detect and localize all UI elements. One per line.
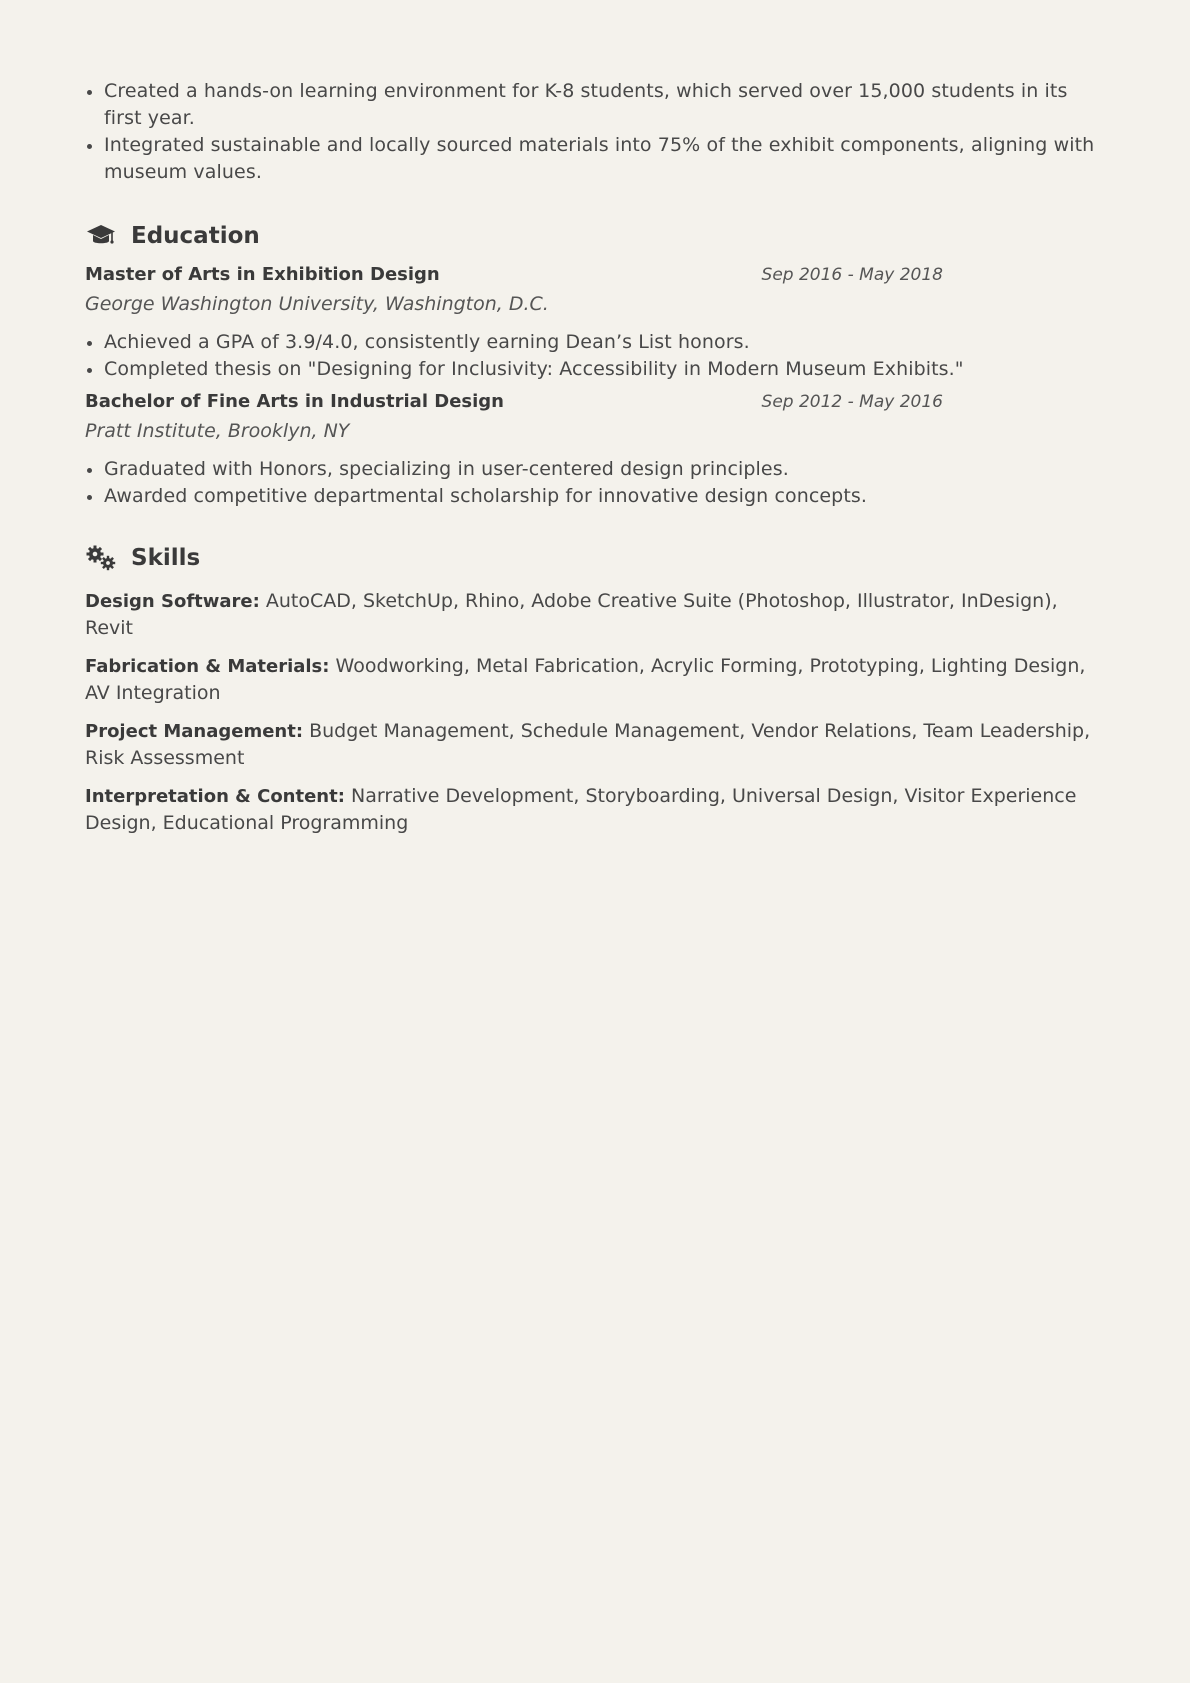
skill-label: Project Management: — [85, 721, 304, 742]
skill-value: Budget Management, Schedule Management, Vendor Relations, Team Leadership, Risk Assessment — [85, 720, 1091, 769]
education-entry — [85, 264, 1105, 383]
education-entry — [85, 391, 1105, 510]
school-name: Pratt Institute, Brooklyn, NY — [85, 420, 350, 442]
gears-icon — [85, 544, 117, 572]
experience-bullet-list — [85, 78, 1105, 186]
skill-label: Design Software: — [85, 591, 260, 612]
skill-row — [85, 783, 1105, 837]
skill-value: Narrative Development, Storyboarding, Universal Design, Visitor Experience Design, Educational Programming — [85, 785, 1077, 834]
list-item: Integrated sustainable and locally sourced materials into 75% of the exhibit components, aligning with museum values. — [85, 132, 1105, 186]
list-item: Awarded competitive departmental scholarship for innovative design concepts. — [85, 483, 1105, 510]
education-bullet-list — [85, 329, 1105, 383]
skill-row — [85, 718, 1105, 772]
skill-value: Woodworking, Metal Fabrication, Acrylic Forming, Prototyping, Lighting Design, AV Integration — [85, 655, 1086, 704]
entry-dates: Sep 2012 - May 2016 — [761, 392, 943, 412]
graduation-cap-icon — [85, 222, 117, 250]
list-item: Completed thesis on "Designing for Inclusivity: Accessibility in Modern Museum Exhibits." — [85, 356, 1105, 383]
entry-dates: Sep 2016 - May 2018 — [761, 265, 943, 285]
degree-title: Master of Arts in Exhibition Design — [85, 264, 440, 285]
list-item: Graduated with Honors, specializing in user-centered design principles. — [85, 456, 1105, 483]
education-bullet-list — [85, 456, 1105, 510]
skills-section-header — [85, 544, 1105, 572]
list-item: Achieved a GPA of 3.9/4.0, consistently earning Dean’s List honors. — [85, 329, 1105, 356]
education-section-header — [85, 222, 1105, 250]
skills-list — [85, 588, 1105, 837]
skill-label: Interpretation & Content: — [85, 786, 345, 807]
skill-value: AutoCAD, SketchUp, Rhino, Adobe Creative Suite (Photoshop, Illustrator, InDesign), Revit — [85, 590, 1058, 639]
skill-row — [85, 588, 1105, 642]
skill-row — [85, 653, 1105, 707]
school-name: George Washington University, Washington, D.C. — [85, 293, 549, 315]
section-title: Skills — [131, 545, 201, 571]
skill-label: Fabrication & Materials: — [85, 656, 330, 677]
section-title: Education — [131, 223, 260, 249]
degree-title: Bachelor of Fine Arts in Industrial Design — [85, 391, 504, 412]
list-item: Created a hands-on learning environment for K-8 students, which served over 15,000 students in its first year. — [85, 78, 1105, 132]
